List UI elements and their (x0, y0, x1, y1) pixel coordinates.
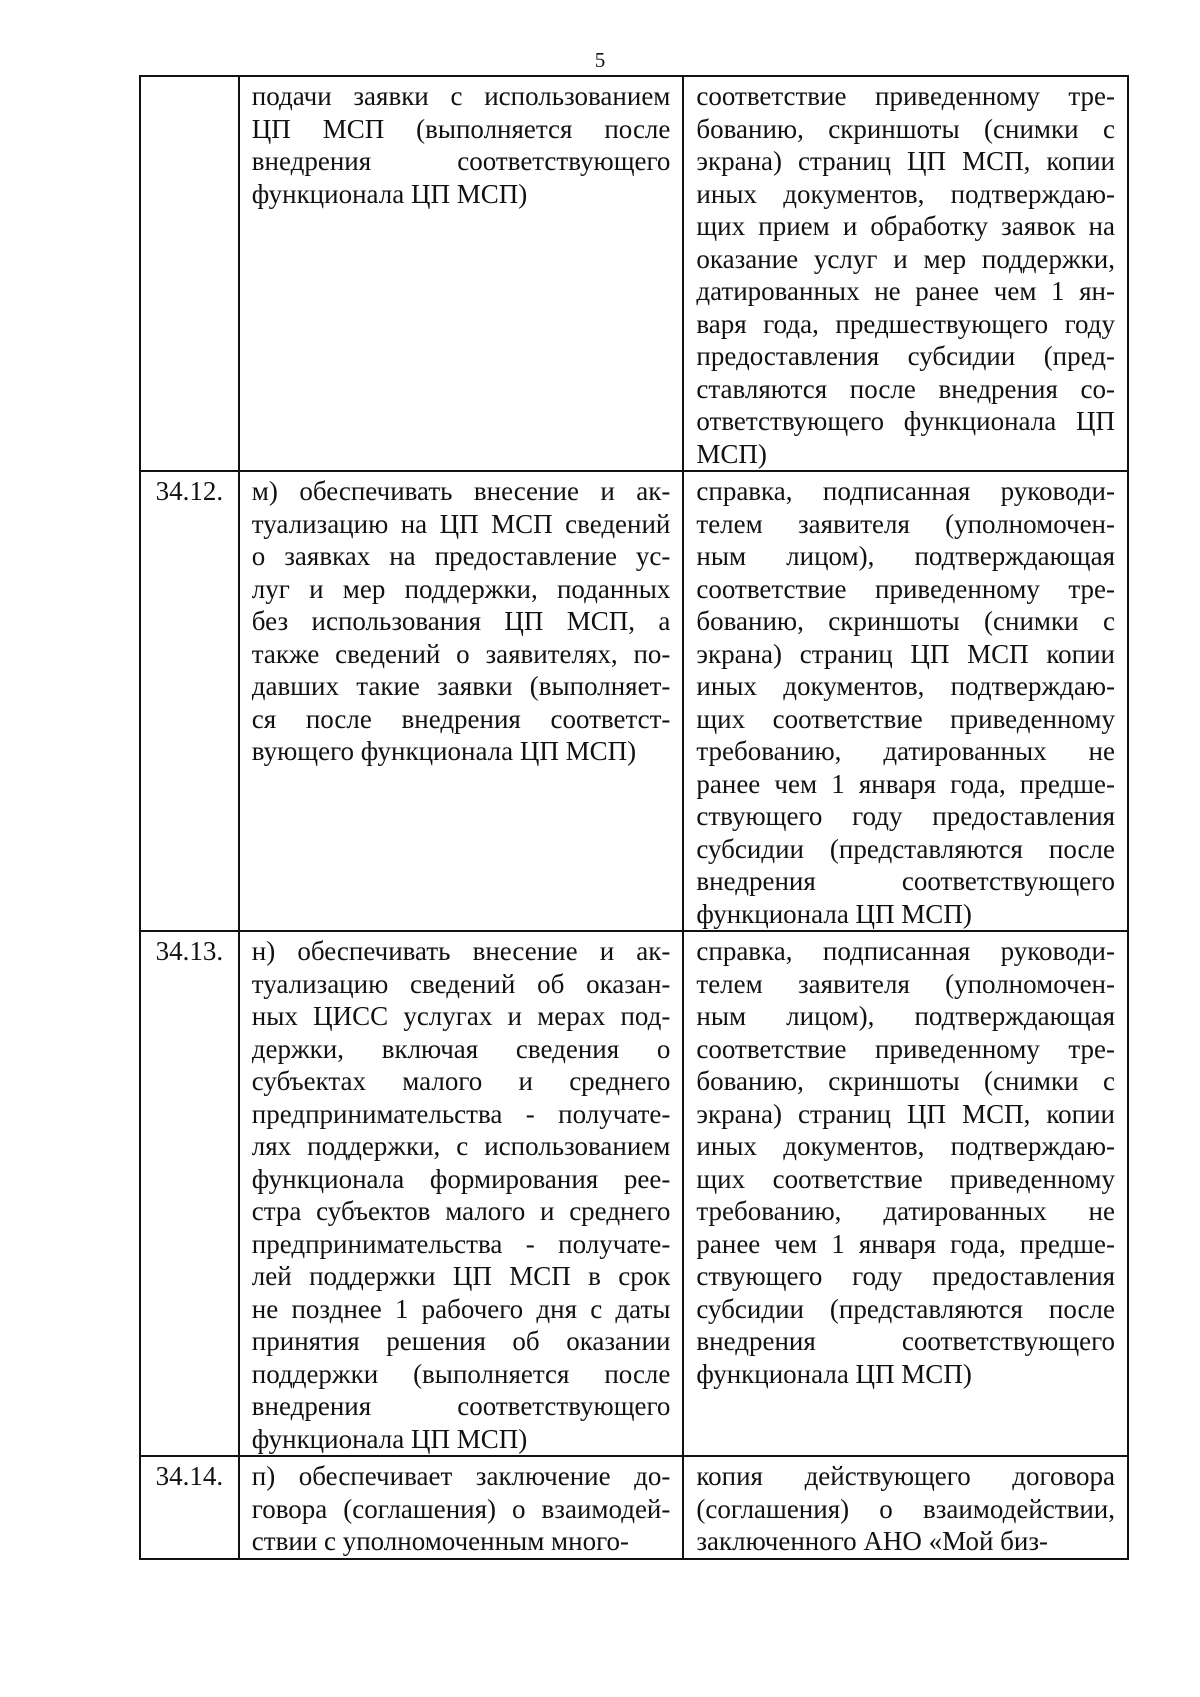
text-line: без использования ЦП МСП, а (251, 606, 671, 636)
text-line: функционала ЦП МСП) (251, 1423, 528, 1454)
table-row (140, 76, 1128, 471)
item-number-cell: 34.14. (140, 1456, 239, 1559)
text-line: внедрения соответствующего (696, 1326, 1115, 1356)
documents-cell (683, 1456, 1128, 1559)
text-line: ранее чем 1 января года, предше- (696, 1228, 1115, 1259)
text-line: копия действующего договора (696, 1461, 1115, 1491)
text-line: иных документов, подтверждаю- (696, 671, 1115, 701)
text-line: внедрения соответствующего (251, 146, 671, 176)
text-line: субсидии (представляются после (696, 1293, 1115, 1324)
text-line: соответствие приведенному тре- (696, 573, 1115, 604)
text-line: экрана) страниц ЦП МСП копии (696, 638, 1115, 669)
documents-cell (683, 471, 1128, 931)
text-line: датированных не ранее чем 1 ян- (696, 276, 1115, 306)
text-line: не позднее 1 рабочего дня с даты (251, 1293, 671, 1324)
text-line: телем заявителя (уполномочен- (696, 968, 1115, 999)
text-line: ствии с уполномоченным много- (251, 1526, 629, 1556)
table-row (140, 931, 1128, 1456)
text-line: предпринимательства - получате- (251, 1228, 671, 1259)
table-row (140, 1456, 1128, 1559)
text-line: ся после внедрения соответст- (251, 703, 671, 734)
text-line: держки, включая сведения о (251, 1033, 671, 1064)
text-line: внедрения соответствующего (251, 1391, 671, 1421)
text-line: н) обеспечивать внесение и ак- (251, 936, 671, 966)
text-line: поддержки (выполняется после (251, 1358, 671, 1389)
requirement-cell (239, 76, 684, 471)
text-line: также сведений о заявителях, по- (251, 638, 671, 669)
text-line: функционала ЦП МСП) (251, 178, 528, 209)
text-line: требованию, датированных не (696, 1196, 1115, 1226)
documents-cell (683, 76, 1128, 471)
text-line: говора (соглашения) о взаимодей- (251, 1493, 671, 1524)
text-line: иных документов, подтверждаю- (696, 178, 1115, 209)
text-line: п) обеспечивает заключение до- (251, 1461, 671, 1491)
text-line: предпринимательства - получате- (251, 1098, 671, 1129)
documents-cell (683, 931, 1128, 1456)
requirement-cell (239, 1456, 684, 1559)
text-line: соответствие приведенному тре- (696, 1033, 1115, 1064)
text-line: ным лицом), подтверждающая (696, 541, 1115, 571)
text-line: лей поддержки ЦП МСП в срок (251, 1261, 671, 1291)
text-line: заключенного АНО «Мой биз- (696, 1526, 1049, 1556)
text-line: ствующего году предоставления (696, 1261, 1115, 1291)
text-line: телем заявителя (уполномочен- (696, 508, 1115, 539)
text-line: ствующего году предоставления (696, 801, 1115, 831)
text-line: подачи заявки с использованием (251, 81, 671, 111)
text-line: о заявках на предоставление ус- (251, 541, 671, 571)
text-line: варя года, предшествующего году (696, 308, 1115, 339)
text-line: бованию, скриншоты (снимки с (696, 113, 1115, 144)
text-line: бованию, скриншоты (снимки с (696, 1066, 1115, 1096)
text-line: туализацию сведений об оказан- (251, 968, 671, 999)
text-line: справка, подписанная руководи- (696, 936, 1115, 966)
text-line: предоставления субсидии (пред- (696, 341, 1115, 371)
requirements-table (139, 75, 1129, 1560)
text-line: луг и мер поддержки, поданных (251, 573, 671, 604)
text-line: внедрения соответствующего (696, 866, 1115, 896)
text-line: функционала формирования рее- (251, 1163, 671, 1194)
text-line: лях поддержки, с использованием (251, 1131, 671, 1161)
table-row (140, 471, 1128, 931)
text-line: давших такие заявки (выполняет- (251, 671, 671, 701)
text-line: требованию, датированных не (696, 736, 1115, 766)
text-line: ранее чем 1 января года, предше- (696, 768, 1115, 799)
page-number: 5 (594, 48, 606, 72)
text-line: оказание услуг и мер поддержки, (696, 243, 1115, 274)
requirement-cell (239, 931, 684, 1456)
text-line: щих соответствие приведенному (696, 703, 1115, 734)
text-line: щих соответствие приведенному (696, 1163, 1115, 1194)
text-line: (соглашения) о взаимодействии, (696, 1493, 1115, 1524)
text-line: ным лицом), подтверждающая (696, 1001, 1115, 1031)
text-line: ставляются после внедрения со- (696, 373, 1115, 404)
text-line: щих прием и обработку заявок на (696, 211, 1115, 241)
text-line: субсидии (представляются после (696, 833, 1115, 864)
text-line: туализацию на ЦП МСП сведений (251, 508, 671, 539)
text-line: м) обеспечивать внесение и ак- (251, 476, 671, 506)
text-line: бованию, скриншоты (снимки с (696, 606, 1115, 636)
text-line: экрана) страниц ЦП МСП, копии (696, 1098, 1115, 1129)
text-line: функционала ЦП МСП) (696, 1358, 972, 1389)
text-line: экрана) страниц ЦП МСП, копии (696, 146, 1115, 176)
item-number-cell (140, 76, 239, 471)
text-line: стра субъектов малого и среднего (251, 1196, 671, 1226)
text-line: ответствующего функционала ЦП (696, 406, 1115, 436)
text-line: справка, подписанная руководи- (696, 476, 1115, 506)
text-line: функционала ЦП МСП) (696, 898, 972, 929)
text-line: субъектах малого и среднего (251, 1066, 671, 1096)
text-line: ных ЦИСС услугах и мерах под- (251, 1001, 671, 1031)
item-number-cell: 34.13. (140, 931, 239, 1456)
text-line: иных документов, подтверждаю- (696, 1131, 1115, 1161)
item-number-cell: 34.12. (140, 471, 239, 931)
text-line: принятия решения об оказании (251, 1326, 671, 1356)
text-line: МСП) (696, 438, 767, 469)
requirement-cell (239, 471, 684, 931)
text-line: вующего функционала ЦП МСП) (251, 736, 637, 766)
text-line: ЦП МСП (выполняется после (251, 113, 671, 144)
text-line: соответствие приведенному тре- (696, 81, 1115, 111)
